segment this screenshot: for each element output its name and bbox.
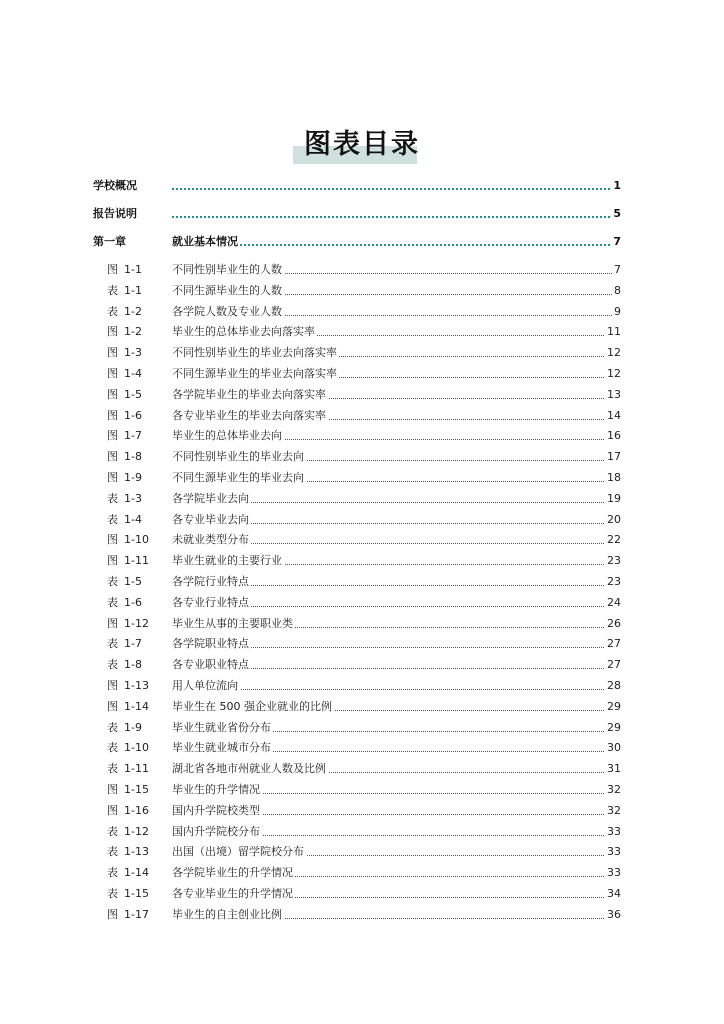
entry-number: 1-6 <box>124 596 142 609</box>
entry-number: 1-1 <box>124 263 142 276</box>
entry-kind: 图 <box>107 263 118 276</box>
entry-title: 各专业毕业生的毕业去向落实率 <box>172 406 328 426</box>
entry-number: 1-3 <box>124 492 142 505</box>
entry-number: 1-17 <box>124 908 149 921</box>
toc-figure-entry[interactable] <box>0 718 724 738</box>
entry-page-number: 8 <box>612 281 621 301</box>
toc-figure-entry[interactable] <box>0 572 724 592</box>
entry-title: 各专业毕业去向 <box>172 510 251 530</box>
entry-title: 毕业生的自主创业比例 <box>172 905 284 925</box>
entry-kind: 表 <box>107 825 118 838</box>
entry-kind: 表 <box>107 762 118 775</box>
toc-figure-entry[interactable] <box>0 905 724 925</box>
entry-number: 1-9 <box>124 471 142 484</box>
entry-kind: 表 <box>107 284 118 297</box>
toc-figure-entry[interactable] <box>0 489 724 509</box>
entry-kind: 表 <box>107 658 118 671</box>
toc-figure-entry[interactable] <box>0 842 724 862</box>
entry-number: 1-12 <box>124 617 149 630</box>
toc-figure-entry[interactable] <box>0 364 724 384</box>
entry-title: 各学院人数及专业人数 <box>172 302 284 322</box>
entry-number: 1-13 <box>124 845 149 858</box>
entry-kind: 表 <box>107 596 118 609</box>
entry-title: 不同性别毕业生的毕业去向 <box>172 447 306 467</box>
toc-figure-entry[interactable] <box>0 468 724 488</box>
entry-title: 各学院毕业生的升学情况 <box>172 863 295 883</box>
entry-number: 1-2 <box>124 325 142 338</box>
toc-figure-entry[interactable] <box>0 780 724 800</box>
entry-title: 毕业生的总体毕业去向 <box>172 426 284 446</box>
entry-title: 湖北省各地市州就业人数及比例 <box>172 759 328 779</box>
entry-page-number: 32 <box>605 780 621 800</box>
entry-number: 1-5 <box>124 575 142 588</box>
entry-kind: 表 <box>107 575 118 588</box>
entry-page-number: 31 <box>605 759 621 779</box>
entry-number: 1-1 <box>124 284 142 297</box>
entry-page-number: 23 <box>605 572 621 592</box>
entry-page-number: 13 <box>605 385 621 405</box>
toc-figure-entry[interactable] <box>0 801 724 821</box>
entry-number: 1-10 <box>124 741 149 754</box>
entry-kind: 图 <box>107 346 118 359</box>
entry-number: 1-9 <box>124 721 142 734</box>
toc-chapter-entry[interactable] <box>0 176 724 196</box>
entry-page-number: 30 <box>605 738 621 758</box>
entry-label: 第一章 <box>93 235 126 248</box>
entry-page-number: 23 <box>605 551 621 571</box>
entry-title: 各学院毕业去向 <box>172 489 251 509</box>
entry-page-number: 16 <box>605 426 621 446</box>
entry-page-number: 5 <box>611 204 621 224</box>
entry-page-number: 12 <box>605 343 621 363</box>
entry-page-number: 7 <box>611 232 621 252</box>
entry-page-number: 1 <box>611 176 621 196</box>
entry-title: 毕业生从事的主要职业类 <box>172 614 295 634</box>
entry-kind: 图 <box>107 388 118 401</box>
entry-label: 报告说明 <box>93 207 137 220</box>
toc-figure-entry[interactable] <box>0 863 724 883</box>
entry-page-number: 20 <box>605 510 621 530</box>
entry-page-number: 11 <box>605 322 621 342</box>
entry-kind: 表 <box>107 305 118 318</box>
entry-title: 毕业生就业省份分布 <box>172 718 273 738</box>
toc-figure-entry[interactable] <box>0 322 724 342</box>
toc-figure-entry[interactable] <box>0 447 724 467</box>
entry-number: 1-14 <box>124 700 149 713</box>
entry-page-number: 18 <box>605 468 621 488</box>
entry-title: 各专业毕业生的升学情况 <box>172 884 295 904</box>
toc-figure-entry[interactable] <box>0 614 724 634</box>
entry-page-number: 29 <box>605 718 621 738</box>
entry-number: 1-14 <box>124 866 149 879</box>
entry-title: 不同生源毕业生的毕业去向落实率 <box>172 364 339 384</box>
entry-page-number: 22 <box>605 530 621 550</box>
entry-number: 1-6 <box>124 409 142 422</box>
entry-number: 1-15 <box>124 783 149 796</box>
entry-kind: 图 <box>107 679 118 692</box>
entry-number: 1-11 <box>124 762 149 775</box>
entry-page-number: 33 <box>605 822 621 842</box>
toc-figure-entry[interactable] <box>0 759 724 779</box>
entry-kind: 图 <box>107 804 118 817</box>
entry-title: 毕业生就业的主要行业 <box>172 551 284 571</box>
entry-kind: 表 <box>107 492 118 505</box>
entry-page-number: 7 <box>612 260 621 280</box>
toc-figure-entry[interactable] <box>0 822 724 842</box>
entry-kind: 表 <box>107 845 118 858</box>
toc-figure-entry[interactable] <box>0 343 724 363</box>
entry-title: 毕业生在 500 强企业就业的比例 <box>172 697 334 717</box>
entry-kind: 图 <box>107 617 118 630</box>
entry-kind: 图 <box>107 325 118 338</box>
entry-kind: 表 <box>107 637 118 650</box>
entry-page-number: 34 <box>605 884 621 904</box>
toc-figure-entry[interactable] <box>0 281 724 301</box>
entry-kind: 图 <box>107 471 118 484</box>
entry-title: 各专业职业特点 <box>172 655 251 675</box>
entry-kind: 图 <box>107 409 118 422</box>
entry-page-number: 19 <box>605 489 621 509</box>
toc-figure-entry[interactable] <box>0 406 724 426</box>
toc-figure-entry[interactable] <box>0 530 724 550</box>
entry-title: 不同生源毕业生的人数 <box>172 281 284 301</box>
entry-number: 1-7 <box>124 429 142 442</box>
entry-kind: 表 <box>107 887 118 900</box>
entry-number: 1-4 <box>124 367 142 380</box>
entry-page-number: 33 <box>605 863 621 883</box>
entry-title: 各学院毕业生的毕业去向落实率 <box>172 385 328 405</box>
toc-figure-entry[interactable] <box>0 260 724 280</box>
dot-leader <box>172 216 614 218</box>
toc-figure-entry[interactable] <box>0 884 724 904</box>
entry-kind: 图 <box>107 429 118 442</box>
entry-title: 出国（出境）留学院校分布 <box>172 842 306 862</box>
entry-number: 1-16 <box>124 804 149 817</box>
entry-title: 不同生源毕业生的毕业去向 <box>172 468 306 488</box>
page-title: 图表目录 <box>304 129 420 160</box>
toc-figure-entry[interactable] <box>0 426 724 446</box>
toc-figure-entry[interactable] <box>0 593 724 613</box>
entry-number: 1-2 <box>124 305 142 318</box>
entry-kind: 表 <box>107 513 118 526</box>
entry-title: 毕业生的总体毕业去向落实率 <box>172 322 317 342</box>
toc-figure-entry[interactable] <box>0 738 724 758</box>
entry-title: 各学院行业特点 <box>172 572 251 592</box>
entry-title: 毕业生的升学情况 <box>172 780 262 800</box>
entry-kind: 表 <box>107 721 118 734</box>
entry-number: 1-12 <box>124 825 149 838</box>
entry-page-number: 17 <box>605 447 621 467</box>
entry-title: 国内升学院校类型 <box>172 801 262 821</box>
entry-title: 就业基本情况 <box>172 232 240 252</box>
entry-title: 不同性别毕业生的人数 <box>172 260 284 280</box>
entry-title: 用人单位流向 <box>172 676 240 696</box>
toc-figure-entry[interactable] <box>0 302 724 322</box>
entry-number: 1-8 <box>124 658 142 671</box>
toc-figure-entry[interactable] <box>0 551 724 571</box>
entry-kind: 图 <box>107 700 118 713</box>
entry-page-number: 32 <box>605 801 621 821</box>
entry-number: 1-4 <box>124 513 142 526</box>
toc-figure-entry[interactable] <box>0 676 724 696</box>
entry-number: 1-11 <box>124 554 149 567</box>
entry-page-number: 33 <box>605 842 621 862</box>
toc-figure-entry[interactable] <box>0 655 724 675</box>
entry-page-number: 27 <box>605 634 621 654</box>
entry-number: 1-5 <box>124 388 142 401</box>
entry-page-number: 28 <box>605 676 621 696</box>
entry-page-number: 12 <box>605 364 621 384</box>
entry-number: 1-8 <box>124 450 142 463</box>
entry-page-number: 29 <box>605 697 621 717</box>
toc-chapter-entry[interactable] <box>0 232 724 252</box>
entry-title: 毕业生就业城市分布 <box>172 738 273 758</box>
entry-title: 国内升学院校分布 <box>172 822 262 842</box>
entry-label: 学校概况 <box>93 179 137 192</box>
toc-chapter-entry[interactable] <box>0 204 724 224</box>
entry-title: 各学院职业特点 <box>172 634 251 654</box>
entry-page-number: 14 <box>605 406 621 426</box>
entry-kind: 图 <box>107 908 118 921</box>
entry-page-number: 27 <box>605 655 621 675</box>
toc-figure-entry[interactable] <box>0 634 724 654</box>
entry-number: 1-15 <box>124 887 149 900</box>
entry-kind: 图 <box>107 554 118 567</box>
entry-page-number: 26 <box>605 614 621 634</box>
entry-kind: 图 <box>107 533 118 546</box>
toc-figure-entry[interactable] <box>0 385 724 405</box>
entry-page-number: 24 <box>605 593 621 613</box>
entry-page-number: 36 <box>605 905 621 925</box>
entry-number: 1-13 <box>124 679 149 692</box>
entry-title: 不同性别毕业生的毕业去向落实率 <box>172 343 339 363</box>
entry-kind: 图 <box>107 450 118 463</box>
entry-title: 各专业行业特点 <box>172 593 251 613</box>
dot-leader <box>172 188 614 190</box>
entry-number: 1-3 <box>124 346 142 359</box>
entry-kind: 图 <box>107 367 118 380</box>
toc-figure-entry[interactable] <box>0 697 724 717</box>
entry-page-number: 9 <box>612 302 621 322</box>
entry-kind: 图 <box>107 783 118 796</box>
entry-number: 1-7 <box>124 637 142 650</box>
entry-kind: 表 <box>107 866 118 879</box>
entry-kind: 表 <box>107 741 118 754</box>
entry-number: 1-10 <box>124 533 149 546</box>
toc-figure-entry[interactable] <box>0 510 724 530</box>
entry-title: 未就业类型分布 <box>172 530 251 550</box>
